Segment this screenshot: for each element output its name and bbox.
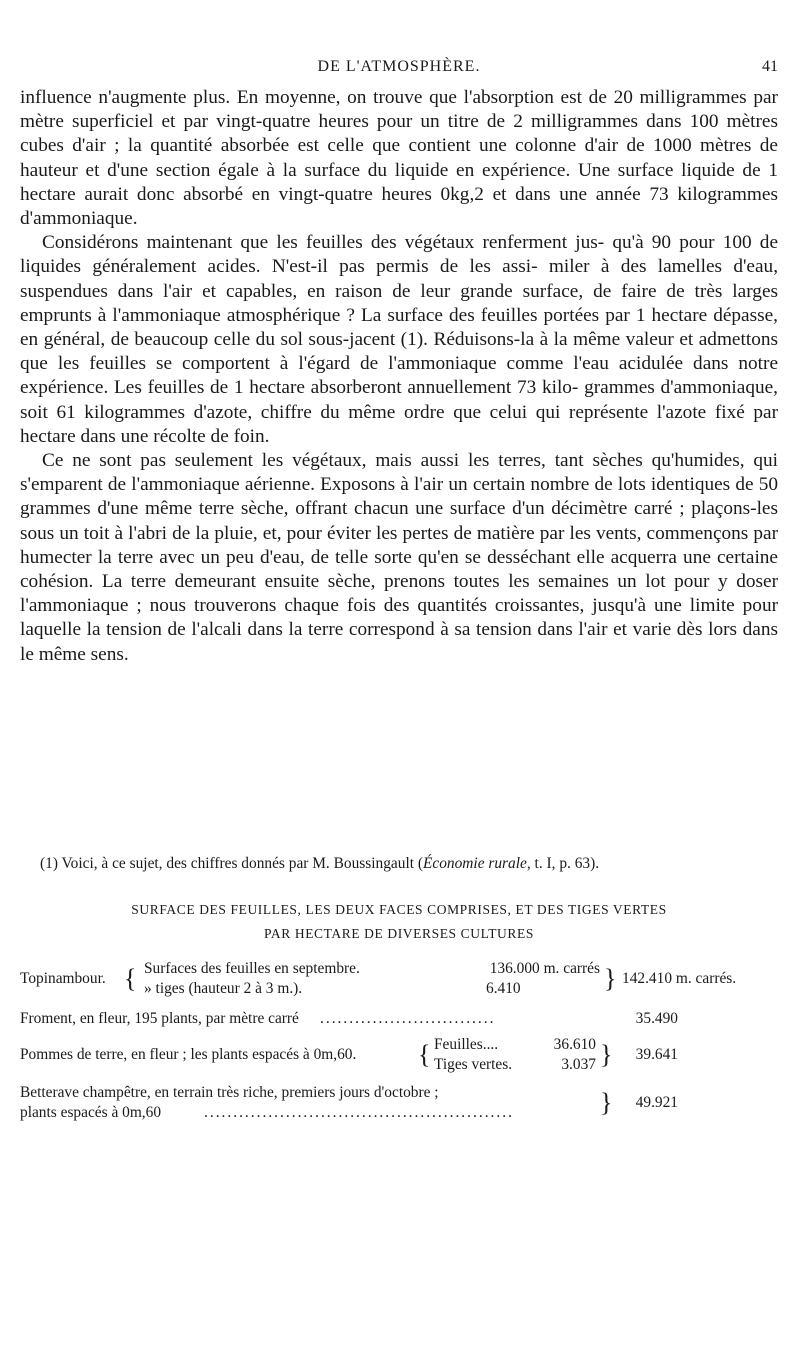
table-row-froment: Froment, en fleur, 195 plants, par mètre carré .............................. 35.490 <box>20 1010 678 1027</box>
right-brace: } <box>600 1040 613 1069</box>
page-header <box>20 58 778 82</box>
table-title-line-2: PAR HECTARE DE DIVERSES CULTURES <box>264 926 534 941</box>
footnote-source: Économie rurale <box>422 855 527 872</box>
paragraph-3: Ce ne sont pas seulement les végétaux, mais aussi les terres, tant sèches qu'humides, qui s'emparent de l'ammoniaque aérienne. Exposons à l'air un certain nombre de lots identiques de 50 grammes d'une même terre sèche, offrant chacun une surface d'un décimètre carré ; plaçons-les sous un toit à l'abri de la pluie, et, pour éviter les pertes de matière par les vents, commençons par humecter la terre avec un peu d'eau, de telle sorte qu'en se desséchant elle acquerra une certaine cohésion. La terre demeurant ensuite sèche, prenons toutes les semaines un lot pour y doser l'ammoniaque ; nous trouverons chaque fois des quantités croissantes, jusqu'à une limite pour laquelle la tension de l'alcali dans la terre correspond à sa tension dans l'air et varie dès lors dans le même sens. <box>20 450 779 665</box>
dot-leader: .............................. <box>320 1010 496 1027</box>
table-row-topinambour: Topinambour. { Surfaces des feuilles en septembre. » tiges (hauteur 2 à 3 m.). 136.000 m. carrés 6.410 } 142.410 m. carrés. <box>20 960 737 997</box>
body-text <box>20 86 778 667</box>
right-brace: } <box>604 964 617 993</box>
left-brace: { <box>418 1040 431 1069</box>
paragraph-1: influence n'augmente plus. En moyenne, on trouve que l'absorption est de 20 milligrammes par mètre superficiel et par vingt-quatre heures pour un titre de 2 milligrammes dans 100 mètres cubes d'air ; la quantité absorbée est celle que contient une colonne d'air de 1000 mètres de hauteur et d'une section égale à la surface du liquide en expérience. Une surface liquide de 1 hectare aurait donc absorbé en vingt-quatre heures 0kg,2 et dans une année 73 kilogrammes d'ammoniaque. <box>20 87 778 230</box>
left-brace: { <box>124 964 137 993</box>
table-row-betterave: Betterave champêtre, en terrain très riche, premiers jours d'octobre ; plants espacés à 0m,60 ..................................................... } 49.921 <box>20 1084 678 1121</box>
footnote: (1) Voici, à ce sujet, des chiffres donnés par M. Boussingault (Économie rurale, t. I, p. 63). <box>40 855 600 872</box>
dot-leader: ..................................................... <box>204 1104 514 1121</box>
table-title-line-1: SURFACE DES FEUILLES, LES DEUX FACES COMPRISES, ET DES TIGES VERTES <box>131 902 667 917</box>
right-brace: } <box>600 1088 613 1117</box>
table-row-pommes-de-terre: Pommes de terre, en fleur ; les plants espacés à 0m,60. { Feuilles.... Tiges vertes. 36.610 3.037 } 39.641 <box>20 1036 678 1073</box>
running-title: DE L'ATMOSPHÈRE. <box>317 58 481 75</box>
paragraph-2: Considérons maintenant que les feuilles des végétaux renferment jus- qu'à 90 pour 100 de liquides généralement acides. N'est-il pas permis de les assi- miler à des lamelles d'eau, suspendues dans l'air et capables, en raison de leur grande surface, de faire de très larges emprunts à l'ammoniaque atmosphérique ? La surface des feuilles portées par 1 hectare dépasse, en général, de beaucoup celle du sol sous-jacent (1). Réduisons-la à la même valeur et admettons que les feuilles se comportent à l'égard de l'ammoniaque comme l'eau acidulée dans notre expérience. Les feuilles de 1 hectare absorberont annuellement 73 kilo- grammes d'ammoniaque, soit 61 kilogrammes d'azote, chiffre du même ordre que celui qui représente l'azote fixé par hectare dans une récolte de foin. <box>20 232 779 447</box>
page-number: 41 <box>762 58 778 75</box>
